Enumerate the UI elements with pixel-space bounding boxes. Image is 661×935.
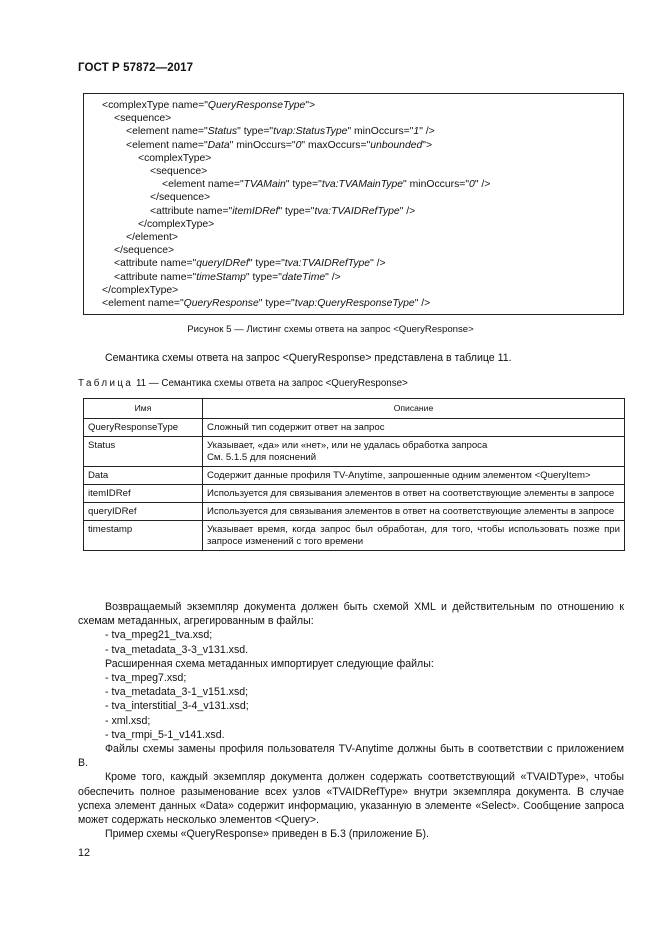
row-name: Data <box>84 467 203 485</box>
listing-markup: " /> <box>474 179 491 191</box>
listing-markup: <element name=" <box>126 126 208 138</box>
table-title-text: 11 — Семантика схемы ответа на запрос <QueryResponse> <box>135 378 408 389</box>
listing-markup: </sequence> <box>114 245 175 257</box>
listing-value: unbounded <box>370 139 423 151</box>
figure-caption: Рисунок 5 — Листинг схемы ответа на запрос <QueryResponse> <box>187 324 474 335</box>
listing-line <box>150 205 415 218</box>
listing-markup: " type=" <box>285 179 322 191</box>
body-paragraph: Файлы схемы замены профиля пользователя TV-Anytime должны быть в соответствии с приложением В. <box>78 743 624 770</box>
document-header: ГОСТ Р 57872—2017 <box>78 62 194 74</box>
table-header-row <box>84 399 625 419</box>
description-line: См. 5.1.5 для пояснений <box>207 452 317 463</box>
schema-listing <box>83 93 624 315</box>
listing-value: 1 <box>413 126 420 138</box>
description-line: Указывает, «да» или «нет», или не удалась обработка запроса <box>207 440 488 451</box>
table-row <box>84 485 625 503</box>
listing-markup: <attribute name=" <box>150 205 233 217</box>
listing-markup: " maxOccurs=" <box>301 139 371 151</box>
listing-line <box>126 139 432 152</box>
listing-value: QueryResponseType <box>207 100 306 111</box>
listing-markup: "> <box>422 139 433 151</box>
listing-line <box>126 125 435 138</box>
listing-value: QueryResponse <box>183 298 259 309</box>
row-name: itemIDRef <box>84 485 203 503</box>
listing-markup: "> <box>305 100 316 111</box>
listing-markup: <attribute name=" <box>114 271 197 283</box>
table-row <box>84 503 625 521</box>
column-header-description: Описание <box>203 399 625 419</box>
row-description <box>203 521 625 551</box>
body-list-item: - tva_metadata_3-1_v151.xsd; <box>105 686 249 699</box>
description-line: Сложный тип содержит ответ на запрос <box>207 422 385 433</box>
listing-line <box>162 178 490 191</box>
row-description <box>203 437 625 467</box>
listing-line <box>114 271 341 284</box>
listing-line <box>102 284 178 297</box>
listing-value: tvap:QueryResponseType <box>294 298 415 309</box>
listing-markup: <element name=" <box>126 139 208 151</box>
table-row <box>84 467 625 485</box>
listing-value: tva:TVAMainType <box>321 179 404 191</box>
listing-value: tva:TVAIDRefType <box>314 205 400 217</box>
body-paragraph: Кроме того, каждый экземпляр документа должен содержать соответствующий «TVAIDType», чтобы обеспечить полное разыменование всех узлов «TVAIDRefType» внутри экземпляра документа. В случае успеха элемент данных «Data» содержит информацию, указанную в элементе «Select». Сообщение запроса может содержать несколько элементов <Query>. <box>78 771 624 827</box>
body-list-item: - tva_interstitial_3-4_v131.xsd; <box>105 700 249 713</box>
listing-markup: <sequence> <box>150 166 208 177</box>
body-list-item: - tva_mpeg21_tva.xsd; <box>105 629 213 642</box>
description-line: Содержит данные профиля TV-Anytime, запрошенные одним элементом <QueryItem> <box>207 470 591 481</box>
listing-markup: " /> <box>370 258 386 270</box>
body-list-item: - tva_rmpi_5-1_v141.xsd. <box>105 728 225 741</box>
listing-markup: " /> <box>414 298 431 309</box>
row-name: Status <box>84 437 203 467</box>
row-description <box>203 419 625 437</box>
listing-markup: " /> <box>419 126 435 138</box>
listing-markup: " /> <box>399 205 416 217</box>
description-line: Указывает время, когда запрос был обработан, для того, чтобы использовать позже при запросе изменений с того времени <box>207 524 620 547</box>
table-title <box>78 378 408 389</box>
listing-markup: <sequence> <box>114 113 172 125</box>
listing-markup: <element name=" <box>162 179 244 191</box>
listing-value: 0 <box>469 179 475 191</box>
listing-markup: " type=" <box>237 126 274 138</box>
row-description <box>203 467 625 485</box>
body-paragraph: Возвращаемый экземпляр документа должен быть схемой XML и действительным по отношению к схемам метаданных, агрегированным в файлы: <box>78 601 624 628</box>
listing-value: dateTime <box>281 271 326 283</box>
table-row <box>84 437 625 467</box>
listing-line <box>102 99 315 112</box>
page-number: 12 <box>78 847 91 859</box>
table-row <box>84 419 625 437</box>
listing-markup: " type=" <box>248 258 285 270</box>
body-text <box>78 600 624 841</box>
listing-line <box>114 244 174 257</box>
listing-line <box>126 231 178 244</box>
intro-paragraph: Семантика схемы ответа на запрос <QueryResponse> представлена в таблице 11. <box>105 352 512 364</box>
listing-value: tvap:StatusType <box>273 126 348 138</box>
listing-markup: " type=" <box>245 271 282 283</box>
listing-line <box>102 297 430 310</box>
body-list-item: Расширенная схема метаданных импортирует следующие файлы: <box>105 657 434 670</box>
listing-markup: " minOccurs=" <box>403 179 470 191</box>
listing-markup: <element name=" <box>102 298 184 309</box>
row-name: timestamp <box>84 521 203 551</box>
listing-markup: </element> <box>126 232 178 243</box>
listing-markup: " minOccurs=" <box>229 139 296 151</box>
row-description <box>203 485 625 503</box>
row-description <box>203 503 625 521</box>
listing-value: TVAMain <box>243 179 286 191</box>
row-name: QueryResponseType <box>84 419 203 437</box>
semantics-table <box>83 398 625 551</box>
body-paragraph: Пример схемы «QueryResponse» приведен в Б.3 (приложение Б). <box>105 828 429 841</box>
listing-line <box>138 218 214 231</box>
listing-value: 0 <box>295 139 302 151</box>
listing-line <box>114 257 386 270</box>
description-line: Используется для связывания элементов в ответ на соответствующие элементы в запросе <box>207 488 615 499</box>
body-list-item: - tva_mpeg7.xsd; <box>105 672 187 685</box>
listing-markup: <attribute name=" <box>114 258 197 270</box>
row-name: queryIDRef <box>84 503 203 521</box>
listing-markup: </complexType> <box>138 218 215 230</box>
listing-value: queryIDRef <box>196 258 249 270</box>
listing-markup: </sequence> <box>150 192 211 204</box>
description-line: Используется для связывания элементов в ответ на соответствующие элементы в запросе <box>207 506 615 517</box>
listing-markup: " /> <box>325 271 341 283</box>
listing-markup: <complexType> <box>138 152 212 164</box>
body-list-item: - tva_metadata_3-3_v131.xsd. <box>105 643 249 656</box>
listing-value: timeStamp <box>196 271 246 283</box>
listing-markup: " minOccurs=" <box>347 126 414 138</box>
table-label: Таблица <box>78 378 134 389</box>
listing-line <box>114 112 171 125</box>
listing-value: Data <box>207 139 230 151</box>
listing-markup: </complexType> <box>102 284 179 296</box>
listing-line <box>150 165 207 178</box>
listing-value: Status <box>207 126 238 138</box>
listing-markup: " type=" <box>278 205 315 217</box>
listing-line <box>138 152 211 165</box>
listing-value: itemIDRef <box>232 205 279 217</box>
listing-value: tva:TVAIDRefType <box>284 258 371 270</box>
listing-line <box>150 191 210 204</box>
listing-markup: <complexType name=" <box>102 100 208 111</box>
column-header-name: Имя <box>84 399 203 419</box>
body-list-item: - xml.xsd; <box>105 714 151 727</box>
listing-markup: " type=" <box>258 298 295 309</box>
table-row <box>84 521 625 551</box>
